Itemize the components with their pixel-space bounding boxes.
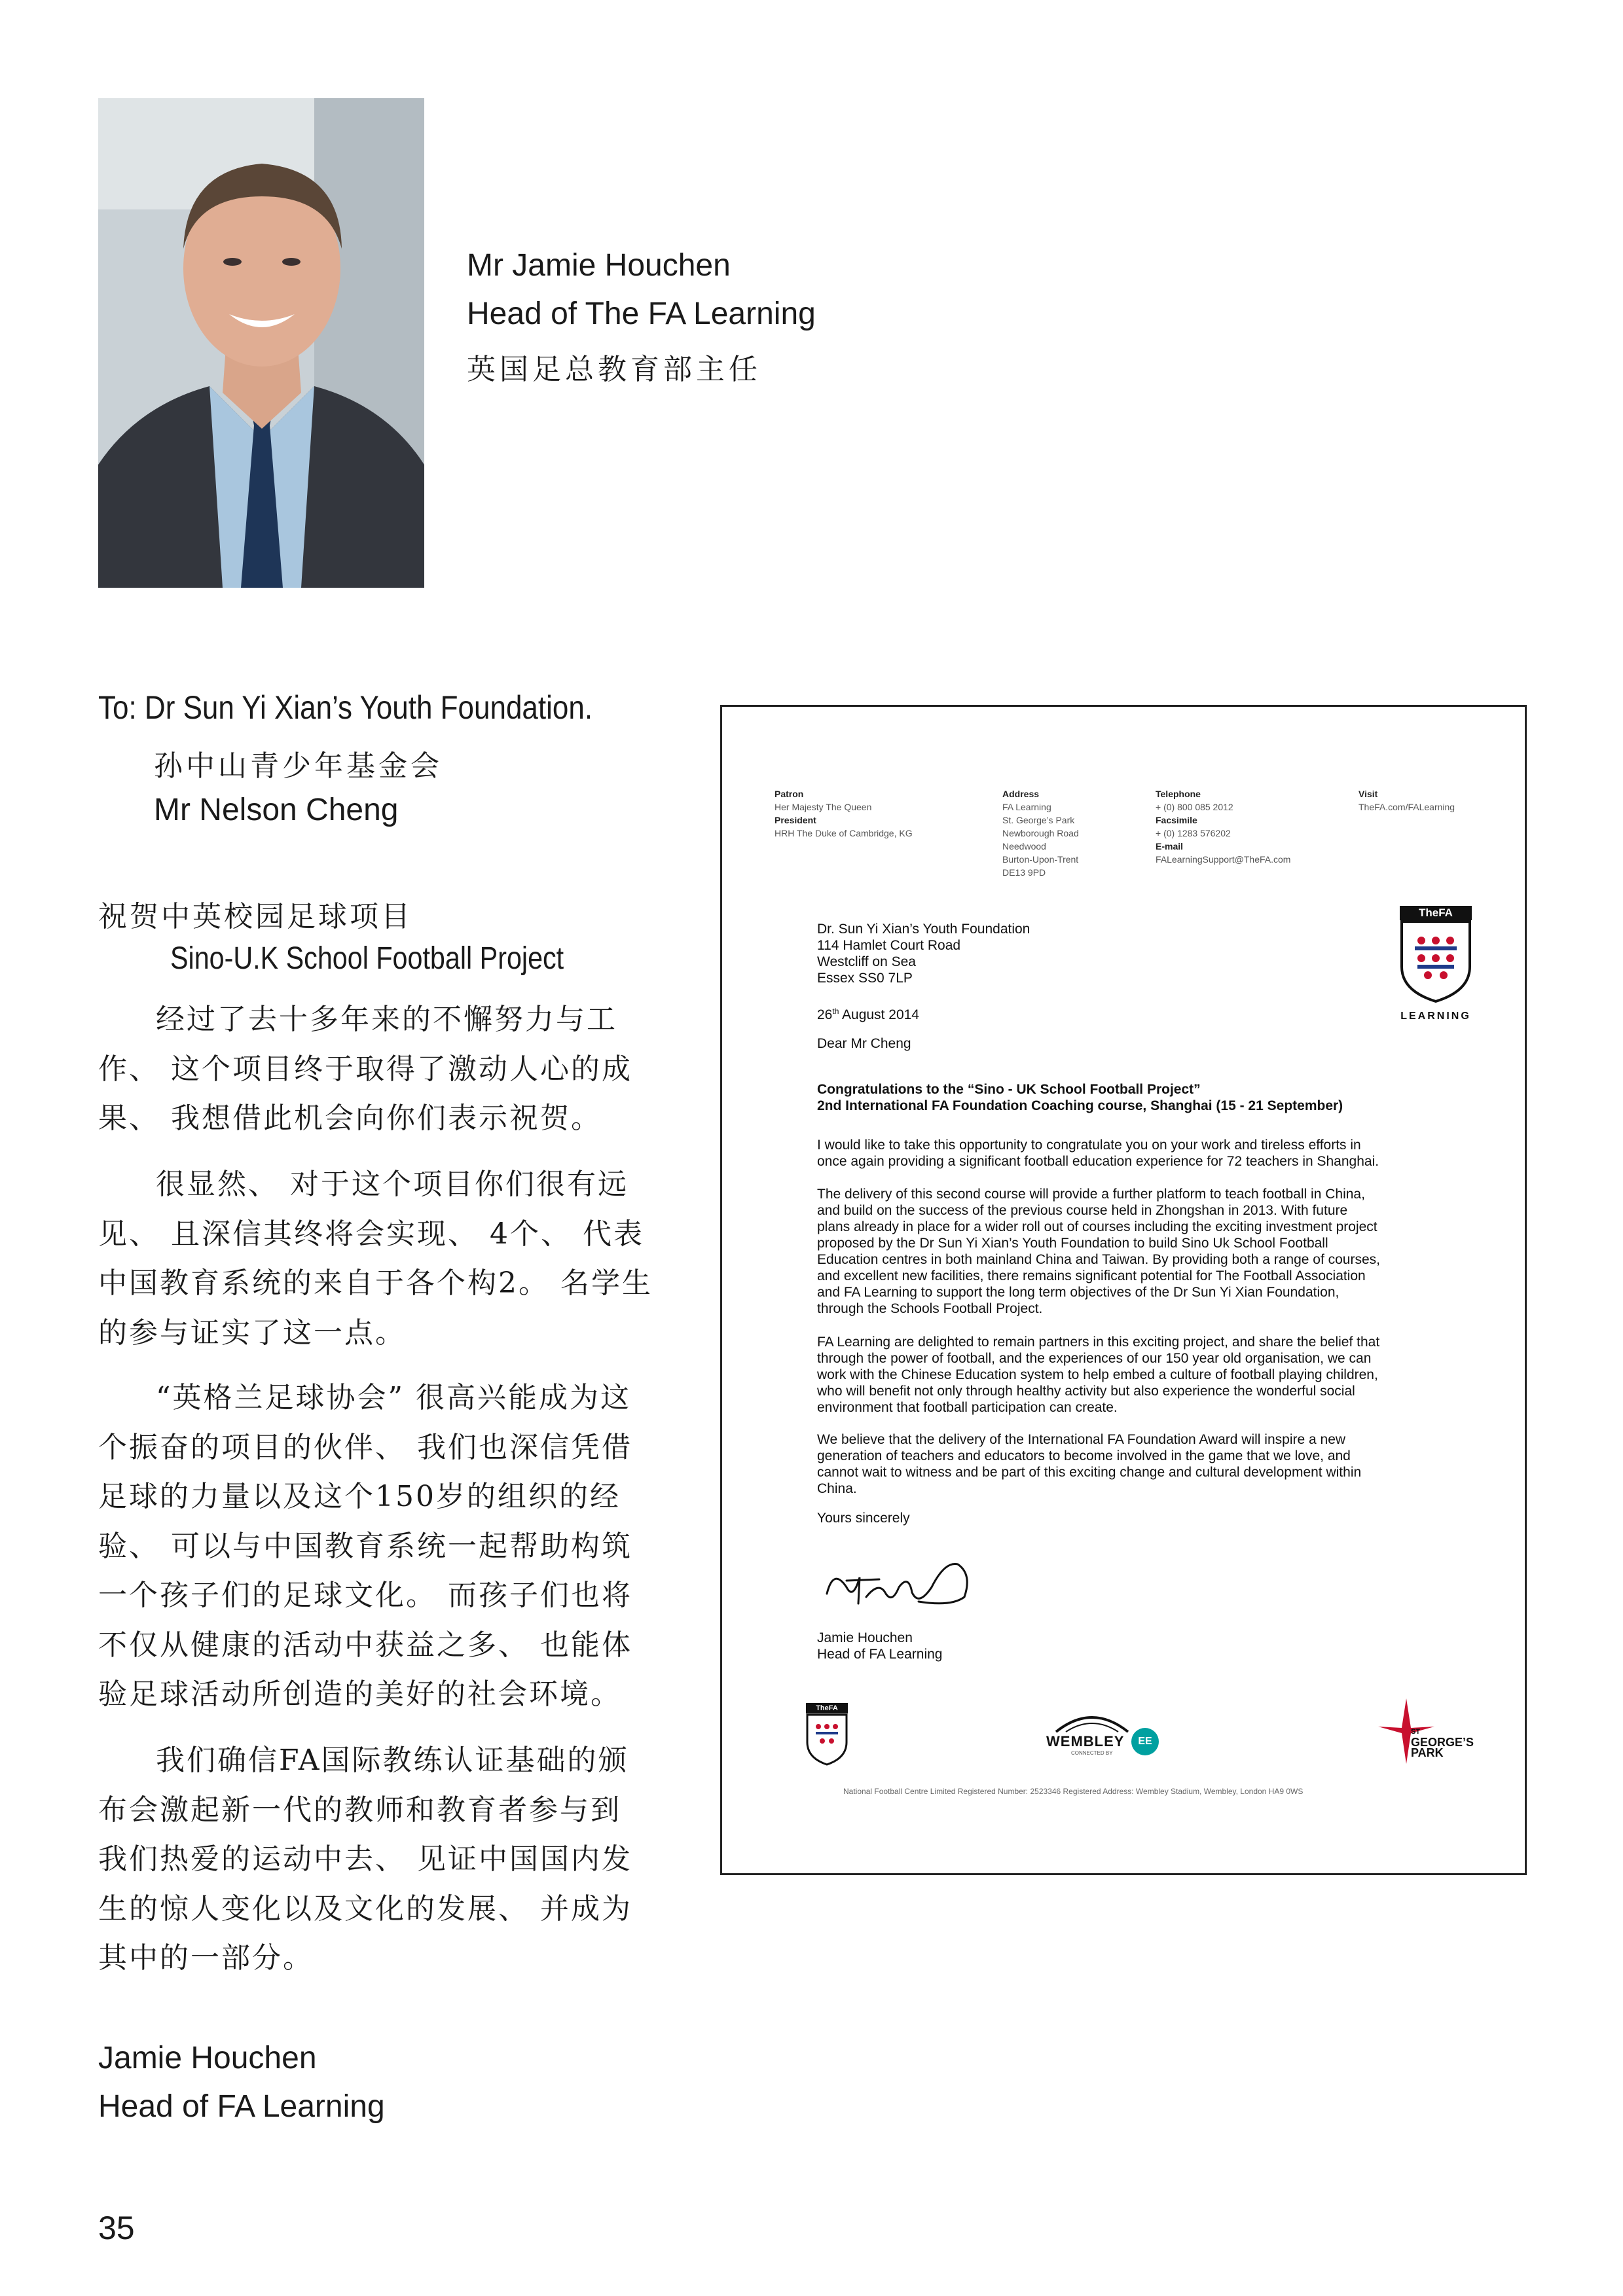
body-paragraph-3 — [98, 1373, 684, 1719]
subject-cn: 祝贺中英校园足球项目 — [98, 900, 412, 933]
body-line: 个振奋的项目的伙伴、 我们也深信凭借 — [98, 1430, 632, 1464]
letter-line: through the power of football, and the experiences of our 150 year old organisation, we can — [817, 1351, 1372, 1366]
date-rest: August 2014 — [839, 1007, 919, 1022]
letter-closing: Yours sincerely — [817, 1511, 910, 1526]
wembley-sub: CONNECTED BY — [1071, 1750, 1113, 1756]
letter-signer — [817, 1630, 942, 1662]
wembley-logo — [1046, 1708, 1164, 1761]
letter-paragraph-4 — [817, 1431, 1361, 1497]
letter-header-patron — [775, 787, 913, 840]
letter-address-line: 114 Hamlet Court Road — [817, 938, 961, 953]
body-line: 见、 且深信其终将会实现、 4个、 代表 — [98, 1217, 644, 1251]
letter-footer: National Football Centre Limited Registered Number: 2523346 Registered Address: Wembley Stadium, Wembley, London HA9 0WS — [843, 1787, 1304, 1796]
letter-salutation: Dear Mr Cheng — [817, 1036, 911, 1051]
address-line: Needwood — [1002, 841, 1046, 852]
body-line: 我们热爱的运动中去、 见证中国国内发 — [98, 1842, 632, 1876]
letter-header-address — [1002, 787, 1079, 879]
letter-line: through the Schools Football Project. — [817, 1301, 1043, 1316]
letter-line: I would like to take this opportunity to congratulate you on your work and tireless efforts in — [817, 1138, 1361, 1153]
letter-signer-title: Head of FA Learning — [817, 1647, 943, 1662]
letter-scan — [720, 705, 1527, 1875]
president-value: HRH The Duke of Cambridge, KG — [775, 828, 913, 838]
body-line: 布会激起新一代的教师和教育者参与到 — [98, 1793, 621, 1827]
portrait-photo — [98, 98, 424, 588]
small-fa-text: TheFA — [816, 1704, 838, 1712]
letter-line: and FA Learning to support the long term objectives of the Dr Sun Yi Xian Foundation, — [817, 1285, 1340, 1300]
letter-line: proposed by the Dr Sun Yi Xian’s Youth Foundation to build Sino Uk School Football — [817, 1236, 1328, 1251]
header-title: Head of The FA Learning — [467, 296, 816, 331]
letter-line: Education centres in both mainland China and Taiwan. By providing both a range of courses, — [817, 1252, 1380, 1267]
body-line: 果、 我想借此机会向你们表示祝贺。 — [98, 1102, 602, 1135]
recipient-to-line: To: Dr Sun Yi Xian’s Youth Foundation. — [98, 689, 593, 726]
body-line: 不仅从健康的活动中获益之多、 也能体 — [98, 1628, 632, 1662]
letter-line: The delivery of this second course will provide a further platform to teach football in China, — [817, 1187, 1365, 1202]
address-line: FA Learning — [1002, 802, 1051, 812]
page-number: 35 — [98, 2210, 135, 2246]
body-line: 验足球活动所创造的美好的社会环境。 — [98, 1677, 621, 1711]
letter-header-contact — [1156, 787, 1290, 866]
letter-subject — [817, 1081, 1343, 1114]
facsimile-label: Facsimile — [1156, 815, 1197, 825]
recipient-contact: Mr Nelson Cheng — [154, 793, 399, 827]
signature — [820, 1541, 977, 1613]
telephone-label: Telephone — [1156, 789, 1201, 799]
fa-small-crest-logo — [804, 1702, 850, 1767]
letter-paragraph-3 — [817, 1334, 1379, 1416]
letter-paragraph-1 — [817, 1137, 1379, 1170]
visit-label: Visit — [1359, 789, 1378, 799]
body-line: 经过了去十多年来的不懈努力与工 — [156, 1003, 617, 1036]
body-line: 作、 这个项目终于取得了激动人心的成 — [98, 1052, 632, 1086]
address-line: DE13 9PD — [1002, 867, 1046, 878]
letter-line: plans already in place for a wider roll out of courses including the exciting investment project — [817, 1219, 1377, 1234]
letter-line: and build on the success of the previous course held in Zhongshan in 2013. With future — [817, 1203, 1348, 1218]
email-value: FALearningSupport@TheFA.com — [1156, 854, 1291, 865]
body-line: 的参与证实了这一点。 — [98, 1316, 406, 1350]
letter-line: cannot wait to witness and be part of this exciting change and cultural development within — [817, 1465, 1362, 1480]
letter-line: once again providing a significant football education experience for 72 teachers in Shanghai. — [817, 1154, 1379, 1169]
letter-address-line: Essex SS0 7LP — [817, 971, 913, 986]
fa-crest-logo — [1396, 905, 1475, 1022]
president-label: President — [775, 815, 816, 825]
letter-address-line: Westcliff on Sea — [817, 954, 916, 969]
letter-line: who will benefit not only through healthy activity but also experience the wonderful social — [817, 1384, 1355, 1399]
letter-recipient — [817, 921, 1030, 986]
email-label: E-mail — [1156, 841, 1184, 852]
letter-line: work with the Chinese Education system to help embed a culture of football playing children, — [817, 1367, 1378, 1382]
date-sup: th — [832, 1007, 839, 1016]
patron-label: Patron — [775, 789, 804, 799]
address-line: Newborough Road — [1002, 828, 1079, 838]
letter-line: generation of teachers and educators to become involved in the game that we love, and — [817, 1448, 1351, 1463]
subject-en: Sino-U.K School Football Project — [170, 941, 564, 976]
letter-signer-name: Jamie Houchen — [817, 1630, 913, 1645]
header-name: Mr Jamie Houchen — [467, 248, 731, 283]
date-day: 26 — [817, 1007, 833, 1022]
address-line: St. George’s Park — [1002, 815, 1075, 825]
letter-line: and excellent new facilities, there remains significant potential for The Football Association — [817, 1268, 1366, 1283]
letter-line: We believe that the delivery of the International FA Foundation Award will inspire a new — [817, 1432, 1346, 1447]
body-line: 我们确信FA国际教练认证基础的颁 — [156, 1744, 629, 1777]
wembley-text: WEMBLEY — [1046, 1733, 1125, 1749]
letter-subject-line: 2nd International FA Foundation Coaching course, Shanghai (15 - 21 September) — [817, 1098, 1343, 1113]
fa-logo-text: TheFA — [1419, 906, 1453, 919]
patron-value: Her Majesty The Queen — [775, 802, 872, 812]
body-line: 很显然、 对于这个项目你们很有远 — [156, 1168, 629, 1201]
letter-paragraph-2 — [817, 1186, 1380, 1317]
letter-line: China. — [817, 1481, 857, 1496]
body-paragraph-2 — [98, 1160, 684, 1357]
body-line: “英格兰足球协会” 很高兴能成为这 — [156, 1381, 631, 1414]
facsimile-value: + (0) 1283 576202 — [1156, 828, 1231, 838]
stgeorges-line: GEORGE’S — [1411, 1736, 1474, 1749]
header-title-cn: 英国足总教育部主任 — [467, 353, 761, 386]
body-line: 一个孩子们的足球文化。 而孩子们也将 — [98, 1579, 632, 1612]
body-line: 验、 可以与中国教育系统一起帮助构筑 — [98, 1529, 632, 1563]
body-paragraph-4 — [98, 1736, 684, 1983]
body-line: 其中的一部分。 — [98, 1941, 314, 1975]
signoff-name: Jamie Houchen — [98, 2041, 317, 2075]
stgeorges-line: ST — [1411, 1728, 1421, 1736]
visit-value: TheFA.com/FALearning — [1359, 802, 1455, 812]
telephone-value: + (0) 800 085 2012 — [1156, 802, 1233, 812]
letter-address-line: Dr. Sun Yi Xian’s Youth Foundation — [817, 922, 1030, 937]
body-line: 足球的力量以及这个150岁的组织的经 — [98, 1480, 621, 1513]
recipient-org-cn: 孙中山青少年基金会 — [154, 749, 443, 783]
letter-line: FA Learning are delighted to remain partners in this exciting project, and share the belief that — [817, 1335, 1380, 1350]
letter-line: environment that football participation can create. — [817, 1400, 1118, 1415]
st-georges-park-logo — [1377, 1695, 1482, 1767]
signoff-title: Head of FA Learning — [98, 2089, 385, 2124]
address-line: Burton-Upon-Trent — [1002, 854, 1079, 865]
letter-header-visit — [1359, 787, 1455, 814]
letter-date — [817, 1003, 919, 1023]
body-line: 生的惊人变化以及文化的发展、 并成为 — [98, 1892, 632, 1926]
stgeorges-line: PARK — [1411, 1746, 1444, 1759]
ee-badge: EE — [1131, 1728, 1159, 1755]
letter-subject-line: Congratulations to the “Sino - UK School Football Project” — [817, 1082, 1201, 1097]
body-paragraph-1 — [98, 995, 684, 1143]
learning-text: LEARNING — [1400, 1011, 1471, 1022]
address-label: Address — [1002, 789, 1040, 799]
body-line: 中国教育系统的来自于各个构2。 名学生 — [98, 1266, 653, 1300]
